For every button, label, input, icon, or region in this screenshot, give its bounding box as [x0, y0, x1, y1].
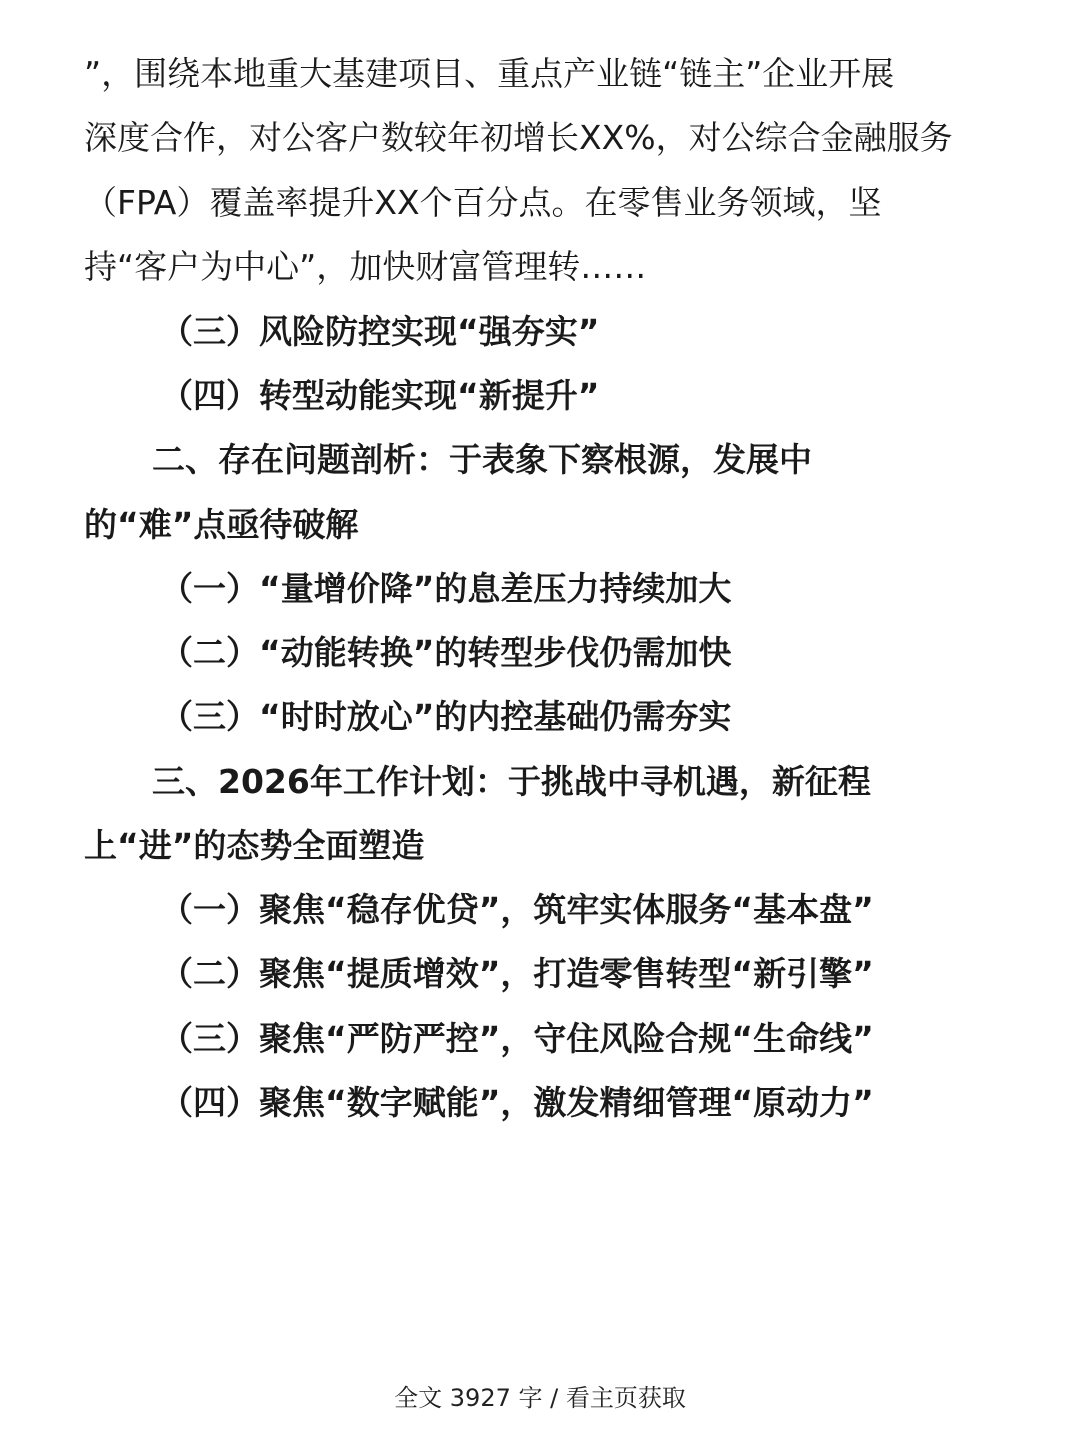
- subheading: （一）“量增价降”的息差压力持续加大: [160, 569, 732, 608]
- subheading: （一）聚焦“稳存优贷”，筑牢实体服务“基本盘”: [160, 890, 874, 929]
- subheading: （三）聚焦“严防严控”，守住风险合规“生命线”: [160, 1019, 874, 1058]
- subheading: （三）“时时放心”的内控基础仍需夯实: [160, 697, 732, 736]
- paragraph-line: ”，围绕本地重大基建项目、重点产业链“链主”企业开展: [84, 54, 895, 93]
- footer-note: 全文 3927 字 / 看主页获取: [394, 1384, 686, 1412]
- subheading: （三）风险防控实现“强夯实”: [160, 312, 600, 351]
- subheading: （四）转型动能实现“新提升”: [160, 376, 600, 415]
- paragraph-line: 深度合作，对公客户数较年初增长XX%，对公综合金融服务: [84, 118, 953, 157]
- section-heading: 三、2026年工作计划：于挑战中寻机遇，新征程: [152, 762, 871, 801]
- subheading: （四）聚焦“数字赋能”，激发精细管理“原动力”: [160, 1083, 874, 1122]
- subheading: （二）聚焦“提质增效”，打造零售转型“新引擎”: [160, 954, 874, 993]
- section-heading-continued: 上“进”的态势全面塑造: [84, 826, 425, 865]
- subheading: （二）“动能转换”的转型步伐仍需加快: [160, 633, 732, 672]
- section-heading-continued: 的“难”点亟待破解: [84, 505, 359, 544]
- paragraph-line: （FPA）覆盖率提升XX个百分点。在零售业务领域，坚: [84, 183, 882, 222]
- paragraph-line: 持“客户为中心”，加快财富管理转……: [84, 247, 647, 286]
- section-heading: 二、存在问题剖析：于表象下察根源，发展中: [152, 440, 812, 479]
